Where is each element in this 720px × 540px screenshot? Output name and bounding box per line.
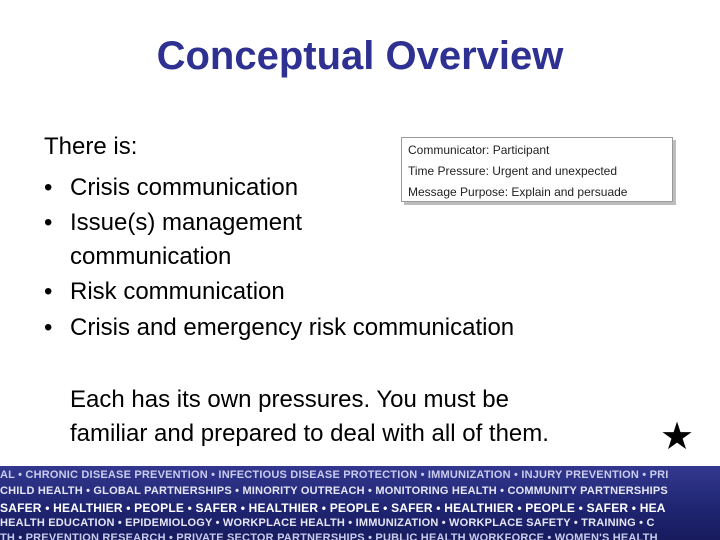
star-icon[interactable]: ★ bbox=[660, 416, 695, 458]
slide-title: Conceptual Overview bbox=[156, 34, 564, 78]
bullet-text-continued: communication bbox=[70, 243, 232, 270]
callout-box bbox=[401, 137, 673, 202]
bullet-dot: • bbox=[44, 278, 53, 305]
bullet-text: Risk communication bbox=[70, 278, 285, 305]
callout-communicator: Communicator: Participant bbox=[408, 143, 550, 157]
bullet-text: Crisis communication bbox=[70, 174, 299, 201]
bullet-item bbox=[44, 206, 514, 274]
footer-row: AL • CHRONIC DISEASE PREVENTION • INFECTIOUS DISEASE PROTECTION • IMMUNIZATION • INJURY PREVENTION • PRI bbox=[0, 469, 669, 481]
footer-row: HEALTH EDUCATION • EPIDEMIOLOGY • WORKPLACE HEALTH • IMMUNIZATION • WORKPLACE SAFETY • TRAINING • C bbox=[0, 517, 655, 529]
bullet-dot: • bbox=[44, 174, 53, 201]
bullet-dot: • bbox=[44, 209, 53, 236]
footer-row: TH • PREVENTION RESEARCH • PRIVATE SECTOR PARTNERSHIPS • PUBLIC HEALTH WORKFORCE • WOMEN'S HEALTH bbox=[0, 532, 658, 540]
callout-message-purpose: Message Purpose: Explain and persuade bbox=[408, 185, 628, 199]
note-line: Each has its own pressures. You must be bbox=[70, 386, 509, 413]
footer-row: CHILD HEALTH • GLOBAL PARTNERSHIPS • MINORITY OUTREACH • MONITORING HEALTH • COMMUNITY PARTNERSHIPS bbox=[0, 485, 668, 497]
footer-banner bbox=[0, 466, 720, 540]
note-line: familiar and prepared to deal with all of them. bbox=[70, 420, 549, 447]
footer-row: SAFER • HEALTHIER • PEOPLE • SAFER • HEALTHIER • PEOPLE • SAFER • HEALTHIER • PEOPLE • SAFER • HEA bbox=[0, 501, 666, 515]
intro-text: There is: bbox=[44, 133, 138, 160]
bullet-item bbox=[44, 310, 514, 346]
callout-time-pressure: Time Pressure: Urgent and unexpected bbox=[408, 164, 617, 178]
note-text bbox=[70, 383, 650, 451]
bullet-item bbox=[44, 274, 514, 310]
bullet-text: Issue(s) management bbox=[70, 209, 303, 236]
bullet-dot: • bbox=[44, 314, 53, 341]
bullet-text: Crisis and emergency risk communication bbox=[70, 314, 515, 341]
